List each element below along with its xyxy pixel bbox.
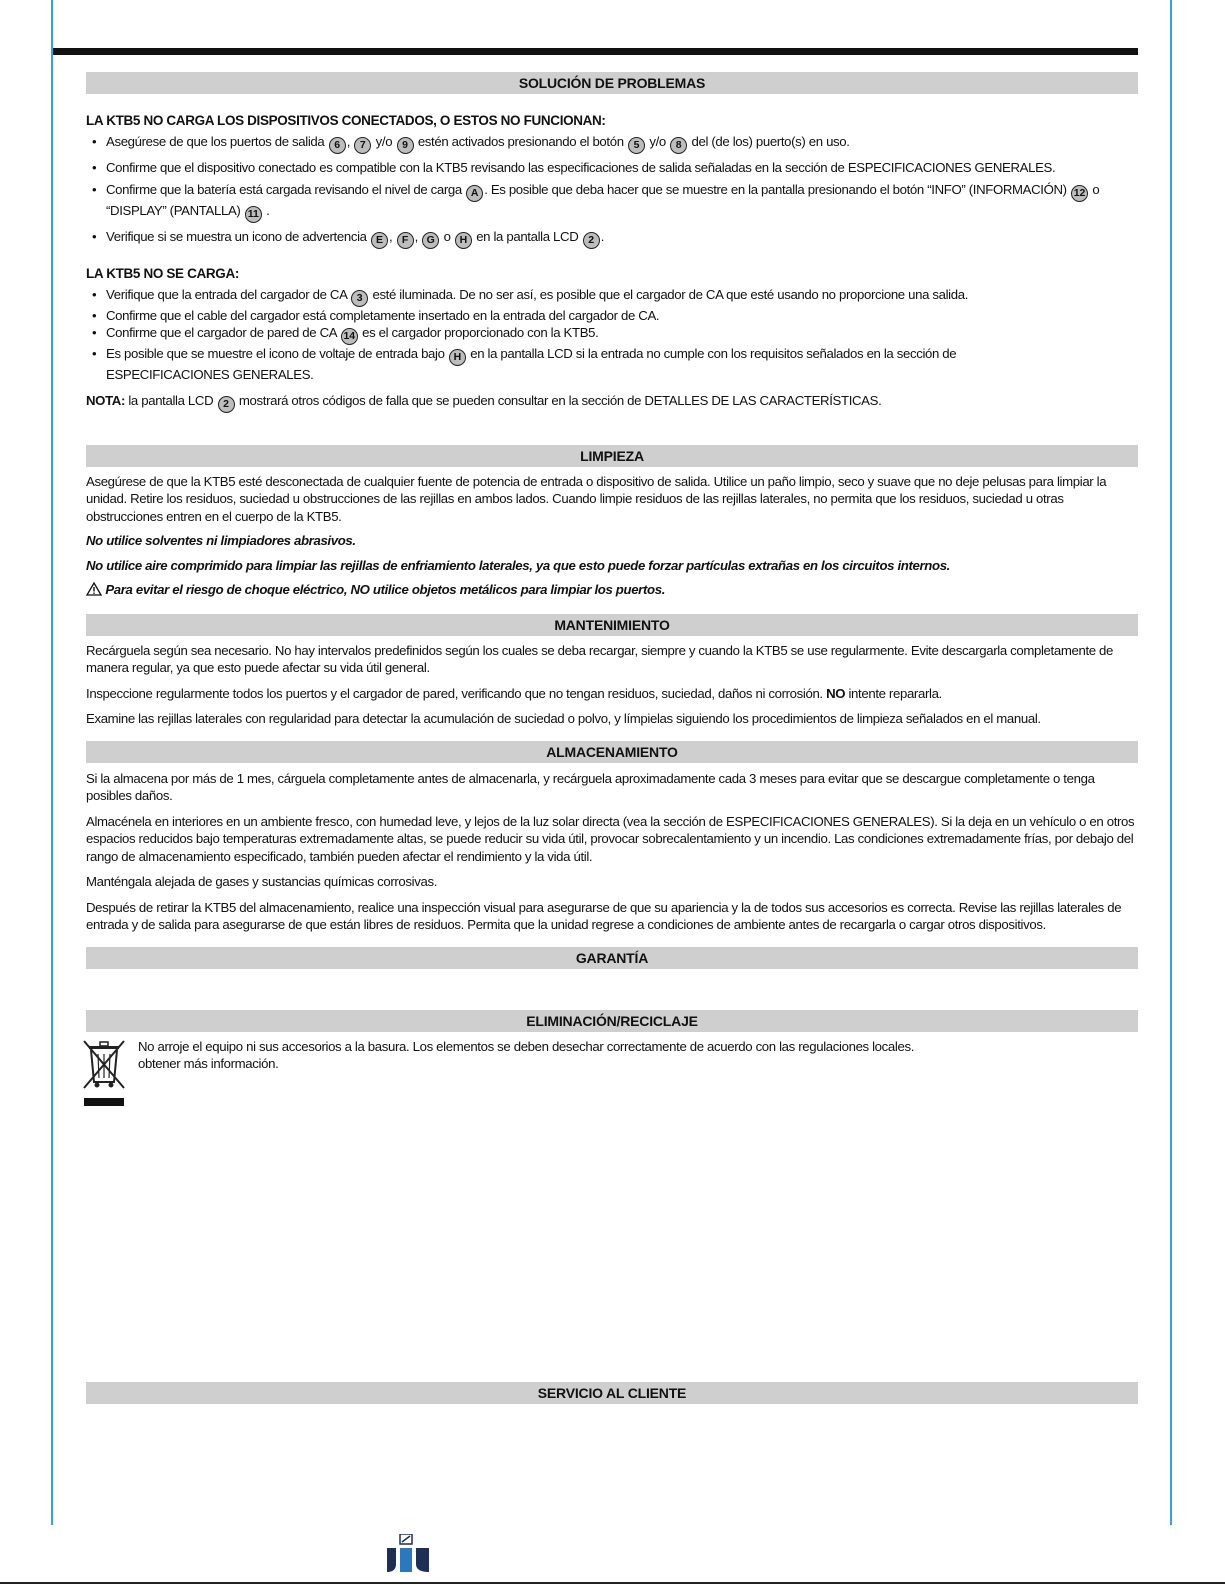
text: mostrará otros códigos de falla que se pueden consultar en la sección de DETALLES DE LAS CARACTERÍSTICAS. — [235, 392, 882, 408]
callout-marker: G — [422, 232, 439, 249]
section-header-customer-service: SERVICIO AL CLIENTE — [86, 1382, 1138, 1404]
section-header-storage: ALMACENAMIENTO — [86, 741, 1138, 763]
maintenance-paragraph-1: Recárguela según sea necesario. No hay intervalos predefinidos según los cuales se deba recargar, siempre y cuando la KTB5 se use regularmente. Evite descargarla completamente de manera regular, ya que esto puede afectar su vida útil general. — [86, 642, 1114, 675]
list-item — [86, 181, 1138, 223]
text: Asegúrese de que los puertos de salida — [106, 133, 328, 149]
callout-marker: 7 — [354, 137, 371, 154]
disposal-line-1: No arroje el equipo ni sus accesorios a la basura. Los elementos se deben desechar correctamente de acuerdo con las regulaciones locales. — [138, 1038, 915, 1054]
text: Verifique que la entrada del cargador de CA — [106, 286, 351, 302]
section-header-cleaning: LIMPIEZA — [86, 445, 1138, 467]
storage-paragraph-3: Manténgala alejada de gases y sustancias químicas corrosivas. — [86, 874, 438, 889]
text: es el cargador proporcionado con la KTB5. — [358, 325, 599, 340]
text: Para evitar el riesgo de choque eléctrico, NO utilice objetos metálicos para limpiar los puertos. — [105, 582, 666, 597]
disposal-text — [86, 1038, 1138, 1073]
text: del (de los) puerto(s) en uso. — [688, 133, 850, 149]
storage-paragraph-2: Almacénela en interiores en un ambiente fresco, con humedad leve, y lejos de la luz solar directa (vea la sección de ESPECIFICACIONES GENERALES). Si la deja en un vehículo o en otros espacios reducidos bajo temperaturas extremadamente altas, se puede reducir su vida útil, provocar sobrecalentamiento y un incendio. Las condiciones extremadamente frías, por debajo del rango de almacenamiento especificado, también pueden afectar el rendimiento y la vida útil. — [86, 813, 1135, 864]
troubleshooting-list-1 — [86, 133, 1138, 250]
text: Verifique si se muestra un icono de advertencia — [106, 229, 370, 244]
maintenance-paragraph-2 — [86, 685, 1138, 703]
text: y/o — [646, 133, 670, 149]
text: y/o — [372, 133, 396, 149]
text: . — [600, 229, 605, 244]
list-item — [86, 324, 1138, 345]
section-header-troubleshooting: SOLUCIÓN DE PROBLEMAS — [86, 72, 1138, 94]
callout-marker: 11 — [245, 206, 262, 223]
callout-marker: 8 — [670, 137, 687, 154]
callout-marker: 6 — [329, 137, 346, 154]
text: la pantalla LCD — [125, 392, 217, 408]
text: , — [388, 229, 396, 244]
subheading-not-charging: LA KTB5 NO SE CARGA: — [86, 266, 240, 281]
cleaning-paragraph: Asegúrese de que la KTB5 esté desconectada de cualquier fuente de potencia de entrada o dispositivo de salida. Utilice un paño limpio, seco y suave que no deje pelusas para limpiar la unidad. Retire los residuos, suciedad u obstrucciones de las rejillas en ambos lados. Cuando limpie residuos de las rejillas laterales, no permita que los residuos, suciedad u otras obstrucciones entren en el cuerpo de la KTB5. — [86, 473, 1107, 524]
section-header-warranty: GARANTÍA — [86, 947, 1138, 969]
text: Confirme que el cargador de pared de CA — [106, 325, 340, 340]
warning-triangle-icon — [86, 582, 102, 596]
disposal-block — [86, 1038, 1138, 1118]
text: . — [262, 203, 270, 218]
note-label: NOTA: — [86, 392, 126, 408]
troubleshooting-list-2 — [86, 286, 1138, 384]
list-item — [86, 228, 1138, 249]
maintenance-paragraph-3: Examine las rejillas laterales con regularidad para detectar la acumulación de suciedad o polvo, y límpielas siguiendo los procedimientos de limpieza señalados en el manual. — [86, 711, 1041, 726]
callout-marker: F — [397, 232, 414, 249]
text: . Es posible que deba hacer que se muestre en la pantalla presionando el botón “INFO” (INFORMACIÓN) — [484, 182, 1071, 197]
emphasis: NO — [826, 685, 846, 701]
storage-paragraph-4: Después de retirar la KTB5 del almacenamiento, realice una inspección visual para asegurarse de que su apariencia y la de todos sus accesorios es correcta. Revise las rejillas laterales de entrada y de salida para asegurarse de que están libres de residuos. Permita que la unidad regrese a condiciones de ambiente antes de recargarla o cargar otros dispositivos. — [86, 899, 1122, 932]
text: intente repararla. — [845, 685, 942, 701]
text: estén activados presionando el botón — [414, 133, 628, 149]
text: , — [346, 133, 354, 149]
note — [86, 392, 1138, 413]
list-item: • Confirme que el dispositivo conectado es compatible con la KTB5 revisando las especificaciones de salida señaladas en la sección de ESPECIFICACIONES GENERALES. — [86, 159, 1138, 177]
callout-marker: 3 — [351, 290, 368, 307]
text: esté iluminada. De no ser así, es posible que el cargador de CA que esté usando no proporcione una salida. — [369, 286, 969, 302]
cleaning-warning-3 — [86, 581, 1138, 599]
callout-marker: 12 — [1071, 185, 1088, 202]
list-item — [86, 286, 1138, 307]
page-frame-left — [51, 0, 53, 1525]
callout-marker: 2 — [583, 232, 600, 249]
section-header-maintenance: MANTENIMIENTO — [86, 614, 1138, 636]
callout-marker: H — [455, 232, 472, 249]
crossed-bin-icon — [80, 1038, 128, 1108]
subheading-not-charging-devices: LA KTB5 NO CARGA LOS DISPOSITIVOS CONECTADOS, O ESTOS NO FUNCIONAN: — [86, 113, 606, 128]
storage-paragraph-1: Si la almacena por más de 1 mes, cárguela completamente antes de almacenarla, y recárguela aproximadamente cada 3 meses para evitar que se descargue completamente o tenga posibles daños. — [86, 770, 1095, 803]
section-header-disposal: ELIMINACIÓN/RECICLAJE — [86, 1010, 1138, 1032]
cleaning-warning-2: No utilice aire comprimido para limpiar las rejillas de enfriamiento laterales, ya que esto puede forzar partículas extrañas en los circuitos internos. — [86, 557, 950, 573]
text: Confirme que la batería está cargada revisando el nivel de carga — [106, 182, 466, 197]
text: o “DISPLAY” (PANTALLA) — [106, 182, 1100, 218]
cleaning-warning-1: No utilice solventes ni limpiadores abrasivos. — [86, 533, 356, 548]
callout-marker: 14 — [341, 328, 358, 345]
list-item — [86, 345, 1138, 384]
list-item: • Confirme que el cable del cargador está completamente insertado en la entrada del cargador de CA. — [86, 307, 1138, 325]
document-body — [86, 72, 1138, 1404]
page-frame-right — [1170, 0, 1172, 1525]
top-rule — [53, 48, 1138, 55]
text: en la pantalla LCD si la entrada no cumple con los requisitos señalados en la sección de ESPECIFICACIONES GENERALES. — [106, 346, 957, 382]
disposal-line-2: obtener más información. — [138, 1056, 279, 1071]
text: , — [414, 229, 422, 244]
callout-marker: 5 — [628, 137, 645, 154]
callout-marker: E — [371, 232, 388, 249]
text: Inspeccione regularmente todos los puertos y el cargador de pared, verificando que no tengan residuos, suciedad, daños ni corrosión. — [86, 685, 827, 701]
list-item — [86, 133, 1138, 154]
callout-marker: 2 — [218, 396, 235, 413]
text: en la pantalla LCD — [472, 229, 582, 244]
callout-marker: A — [466, 185, 483, 202]
callout-marker: 9 — [397, 137, 414, 154]
text: Es posible que se muestre el icono de voltaje de entrada bajo — [106, 346, 448, 361]
bottom-rule — [0, 1582, 1225, 1584]
callout-marker: H — [449, 349, 466, 366]
text: o — [440, 229, 454, 244]
brand-logo-icon — [387, 1534, 429, 1574]
